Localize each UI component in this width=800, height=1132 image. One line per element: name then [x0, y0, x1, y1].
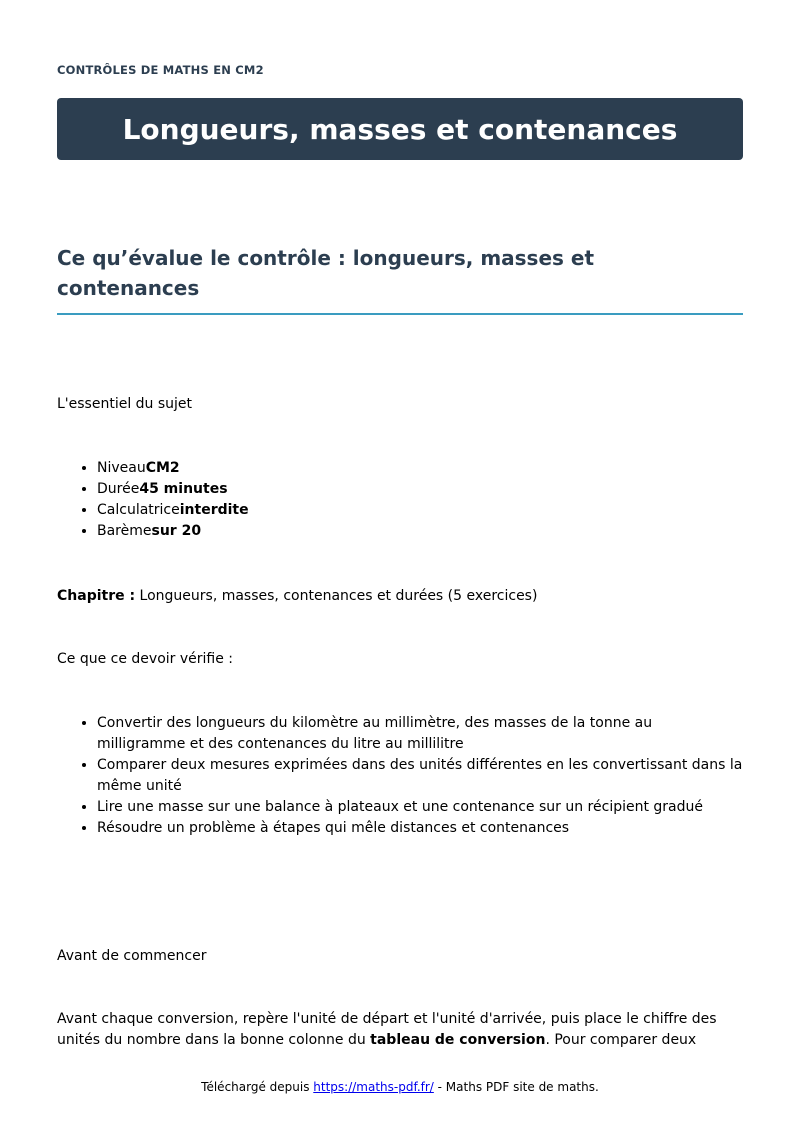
list-item: • Durée45 minutes: [97, 479, 743, 500]
tableau-conversion-term: tableau de conversion: [370, 1032, 546, 1048]
page-title: Longueurs, masses et contenances: [122, 112, 678, 146]
verifie-heading: Ce que ce devoir vérifie :: [57, 651, 234, 667]
avant-heading: Avant de commencer: [57, 948, 207, 964]
list-item: • Comparer deux mesures exprimées dans des unités différentes en les convertissant dans la même unité: [97, 755, 743, 797]
list-item: • NiveauCM2: [97, 458, 743, 479]
chapitre-text: Longueurs, masses, contenances et durées (5 exercices): [135, 588, 538, 604]
avant-paragraph: Avant chaque conversion, repère l'unité de départ et l'unité d'arrivée, puis place le chiffre des unités du nombre dans la bonne colonne du tableau de conversion. Pour comparer deux: [57, 1011, 717, 1048]
footer: Téléchargé depuis https://maths-pdf.fr/ - Maths PDF site de maths.: [201, 1080, 599, 1094]
list-item: • Lire une masse sur une balance à plateaux et une contenance sur un récipient gradué: [97, 797, 743, 818]
section-title: Ce qu’évalue le contrôle : longueurs, masses et contenances: [57, 243, 743, 315]
essentiel-heading: L'essentiel du sujet: [57, 396, 193, 412]
chapitre-label: Chapitre :: [57, 588, 136, 604]
list-item: • Barèmesur 20: [97, 521, 743, 542]
list-item: • Calculatriceinterdite: [97, 500, 743, 521]
eyebrow-label: CONTRÔLES DE MATHS EN CM2: [57, 63, 264, 77]
chapitre-line: [57, 586, 537, 607]
essentiel-list: [57, 458, 743, 542]
verifie-list: [57, 713, 743, 839]
title-banner: [57, 98, 743, 160]
footer-link[interactable]: https://maths-pdf.fr/: [313, 1080, 434, 1094]
list-item: • Résoudre un problème à étapes qui mêle distances et contenances: [97, 818, 743, 839]
list-item: • Convertir des longueurs du kilomètre au millimètre, des masses de la tonne au milligramme et des contenances du litre au millilitre: [97, 713, 743, 755]
